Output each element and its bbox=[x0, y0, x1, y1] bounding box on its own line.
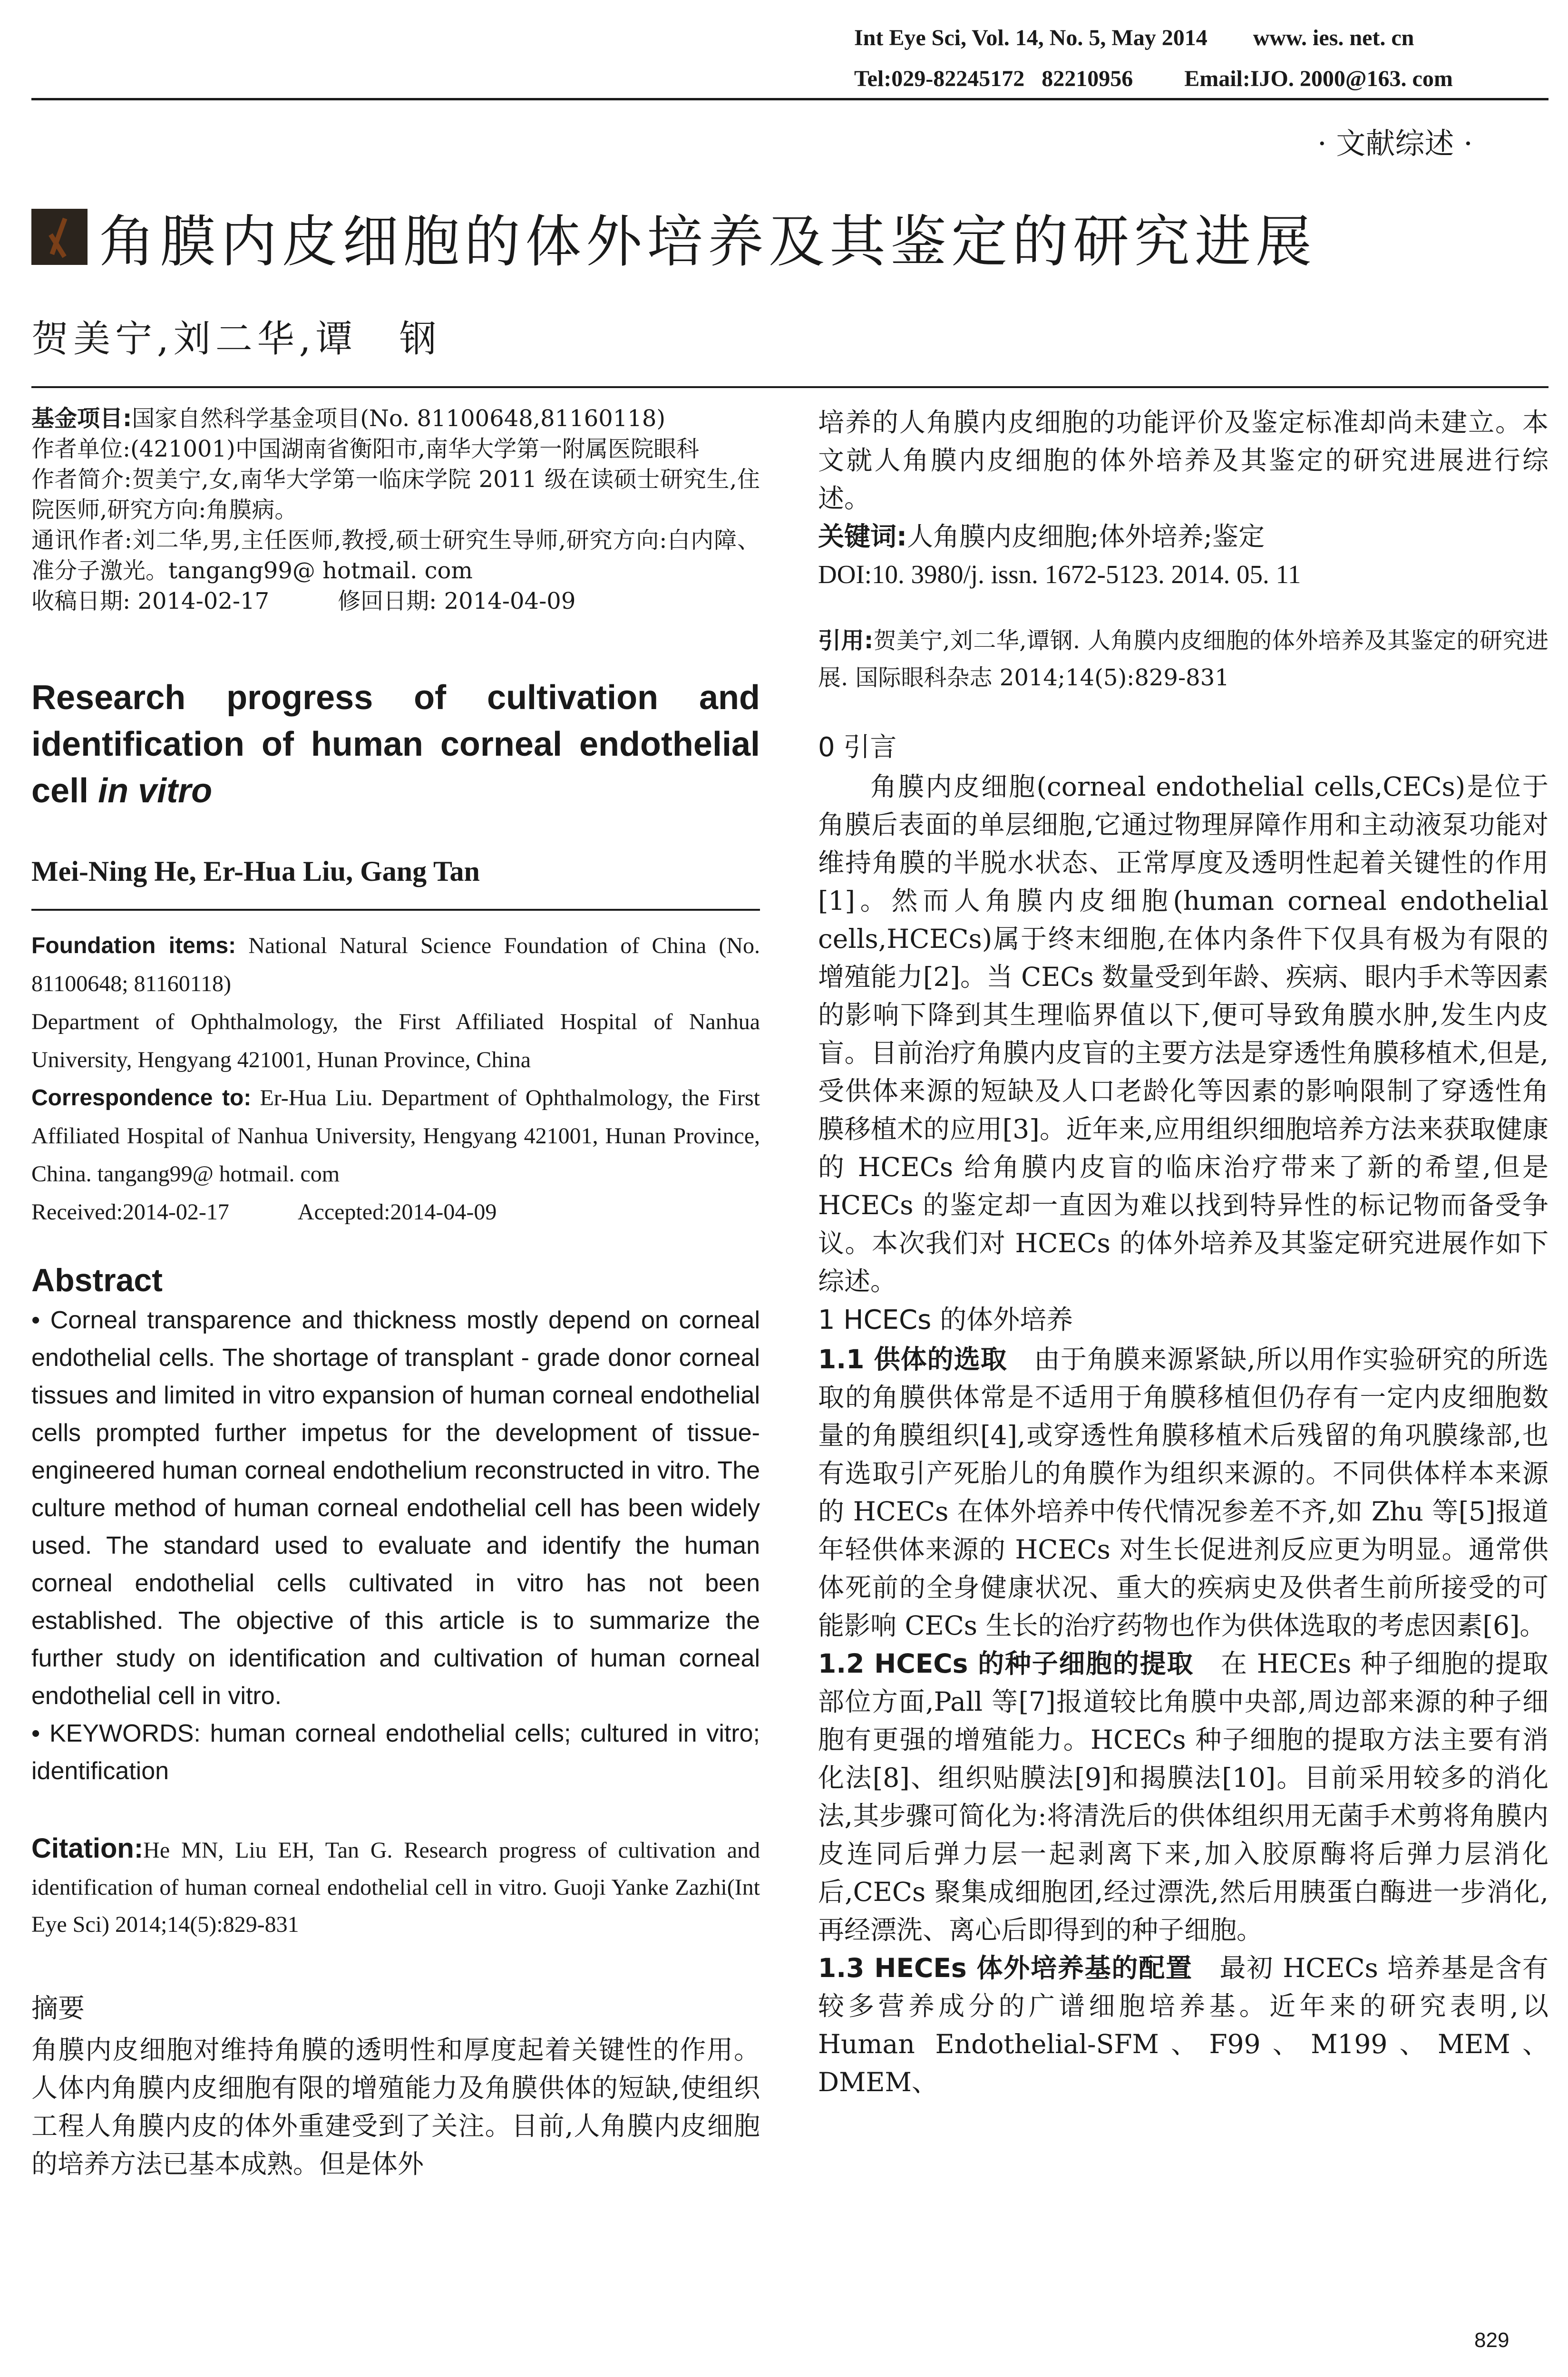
article-title: 角膜内皮细胞的体外培养及其鉴定的研究进展 bbox=[99, 209, 1317, 274]
right-column bbox=[818, 403, 1549, 2101]
header-rule bbox=[31, 98, 1549, 100]
dates-cn: 收稿日期: 2014-02-17 修回日期: 2014-04-09 bbox=[31, 588, 576, 614]
journal-header-line1: Int Eye Sci, Vol. 14, No. 5, May 2014 www. ies. net. cn bbox=[854, 25, 1414, 50]
authors-chinese: 贺美宁,刘二华,谭 钢 bbox=[31, 318, 441, 360]
journal-header-line2: Tel:029-82245172 82210956 Email:IJO. 2000@163. com bbox=[854, 66, 1453, 91]
corresponding-author-cn: 通讯作者:刘二华,男,主任医师,教授,硕士研究生导师,研究方向:白内障、准分子激光。tangang99@ hotmail. com bbox=[31, 527, 760, 584]
zhaiyao-heading: 摘要 bbox=[31, 1993, 85, 2024]
foundation-en: Foundation items: National Natural Science Foundation of China (No. 81100648; 81160118) bbox=[31, 933, 760, 996]
abstract-heading: Abstract bbox=[31, 1262, 163, 1298]
zhaiyao-body: 角膜内皮细胞对维持角膜的透明性和厚度起着关键性的作用。人体内角膜内皮细胞有限的增殖能力及角膜供体的短缺,使组织工程人角膜内皮的体外重建受到了关注。目前,人角膜内皮细胞的培养方法已基本成熟。但是体外 bbox=[31, 2035, 760, 2179]
english-authors-rule bbox=[31, 909, 760, 911]
zhaiyao-continued: 培养的人角膜内皮细胞的功能评价及鉴定标准却尚未建立。本文就人角膜内皮细胞的体外培养及其鉴定的研究进展进行综述。 bbox=[818, 407, 1549, 514]
abstract-text: • Corneal transparence and thickness mostly depend on corneal endothelial cells. The shortage of transplant - grade donor corneal tissues and limited in vitro expansion of human corneal endothelial cells prompted further impetus for the development of tissue-engineered human corneal endothelium reconstructed in vitro. The culture method of human corneal endothelial cell has been widely used. The standard used to evaluate and identify the human corneal endothelial cells cultivated in vitro has not been established. The objective of this article is to summarize the further study on identification and cultivation of human corneal endothelial cell in vitro. bbox=[31, 1306, 760, 1710]
department-en: Department of Ophthalmology, the First Affiliated Hospital of Nanhua University, Hengyang 421001, Hunan Province, China bbox=[31, 1009, 760, 1072]
foundation-cn: 基金项目:国家自然科学基金项目(No. 81100648,81160118) bbox=[31, 405, 666, 432]
affiliation-cn: 作者单位:(421001)中国湖南省衡阳市,南华大学第一附属医院眼科 bbox=[31, 436, 700, 462]
section-0-heading: 0 引言 bbox=[818, 732, 897, 763]
keywords-cn: 关键词:人角膜内皮细胞;体外培养;鉴定 bbox=[818, 521, 1265, 552]
review-logo-icon bbox=[31, 209, 88, 265]
keywords-en: • KEYWORDS: human corneal endothelial cells; cultured in vitro; identification bbox=[31, 1720, 760, 1785]
correspondence-en: Correspondence to: Er-Hua Liu. Department of Ophthalmology, the First Affiliated Hospital of Nanhua University, Hengyang 421001, Hunan Province, China. tangang99@ hotmail. com bbox=[31, 1085, 760, 1187]
section-1-heading: 1 HCECs 的体外培养 bbox=[818, 1305, 1073, 1335]
section-0-body: 角膜内皮细胞(corneal endothelial cells,CECs)是位于角膜后表面的单层细胞,它通过物理屏障作用和主动液泵功能对维持角膜的半脱水状态、正常厚度及透明性起着关键性的作用[1]。然而人角膜内皮细胞(human corneal endothelial cells,HCECs)属于终末细胞,在体内条件下仅具有极为有限的增殖能力[2]。当 CECs 数量受到年龄、疾病、眼内手术等因素的影响下降到其生理临界值以下,便可导致角膜水肿,发生内皮盲。目前治疗角膜内皮盲的主要方法是穿透性角膜移植术,但是,受供体来源的短缺及人口老龄化等因素的影响限制了穿透性角膜移植术的应用[3]。近年来,应用组织细胞培养方法来获取健康的 HCECs 给角膜内皮盲的临床治疗带来了新的希望,但是 HCECs 的鉴定却一直因为难以找到特异性的标记物而备受争议。本次我们对 HCECs 的体外培养及其鉴定研究进展作如下综述。 bbox=[818, 771, 1549, 1296]
page-number: 829 bbox=[1474, 2328, 1510, 2352]
section-1-2: 1.2 HCECs 的种子细胞的提取 在 HECEs 种子细胞的提取部位方面,Pall 等[7]报道较比角膜中央部,周边部来源的种子细胞有更强的增殖能力。HCECs 种子细胞的提取方法主要有消化法[8]、组织贴膜法[9]和揭膜法[10]。目前采用较多的消化法,其步骤可简化为:将清洗后的供体组织用无菌手术剪将角膜内皮连同后弹力层一起剥离下来,加入胶原酶将后弹力层消化后,CECs 聚集成细胞团,经过漂洗,然后用胰蛋白酶进一步消化,再经漂洗、离心后即得到的种子细胞。 bbox=[818, 1648, 1549, 1945]
title-rule bbox=[31, 386, 1549, 388]
article-title-row bbox=[31, 204, 1317, 274]
abstract-body bbox=[31, 1302, 760, 1790]
section-1-3: 1.3 HECEs 体外培养基的配置 最初 HCECs 培养基是含有较多营养成分的广谱细胞培养基。近年来的研究表明,以 Human Endothelial-SFM、F99、M199、MEM、DMEM、 bbox=[818, 1953, 1549, 2097]
chinese-citation: 引用:贺美宁,刘二华,谭钢. 人角膜内皮细胞的体外培养及其鉴定的研究进展. 国际眼科杂志 2014;14(5):829-831 bbox=[818, 627, 1549, 691]
english-title: Research progress of cultivation and identification of human corneal endothelial cell in vitro bbox=[31, 679, 760, 810]
chinese-info-block bbox=[31, 403, 760, 616]
section-tag: · 文献综述 · bbox=[1317, 126, 1473, 161]
citation-en: Citation:He MN, Liu EH, Tan G. Research progress of cultivation and identification of human corneal endothelial cell in vitro. Guoji Yanke Zazhi(Int Eye Sci) 2014;14(5):829-831 bbox=[31, 1833, 760, 1937]
left-column bbox=[31, 403, 760, 2183]
author-bio-cn: 作者简介:贺美宁,女,南华大学第一临床学院 2011 级在读硕士研究生,住院医师,研究方向:角膜病。 bbox=[31, 466, 760, 523]
received-en: Received:2014-02-17 Accepted:2014-04-09 bbox=[31, 1199, 497, 1225]
english-authors: Mei-Ning He, Er-Hua Liu, Gang Tan bbox=[31, 856, 480, 887]
section-1-1: 1.1 供体的选取 由于角膜来源紧缺,所以用作实验研究的所选取的角膜供体常是不适用于角膜移植但仍存有一定内皮细胞数量的角膜组织[4],或穿透性角膜移植术后残留的角巩膜缘部,也有选取引产死胎儿的角膜作为组织来源的。不同供体样本来源的 HCECs 在体外培养中传代情况参差不齐,如 Zhu 等[5]报道年轻供体来源的 HCECs 对生长促进剂反应更为明显。通常供体死前的全身健康状况、重大的疾病史及供者生前所接受的可能影响 CECs 生长的治疗药物也作为供体选取的考虑因素[6]。 bbox=[818, 1344, 1549, 1641]
doi: DOI:10. 3980/j. issn. 1672-5123. 2014. 05. 11 bbox=[818, 560, 1301, 589]
english-info-block bbox=[31, 927, 760, 1231]
